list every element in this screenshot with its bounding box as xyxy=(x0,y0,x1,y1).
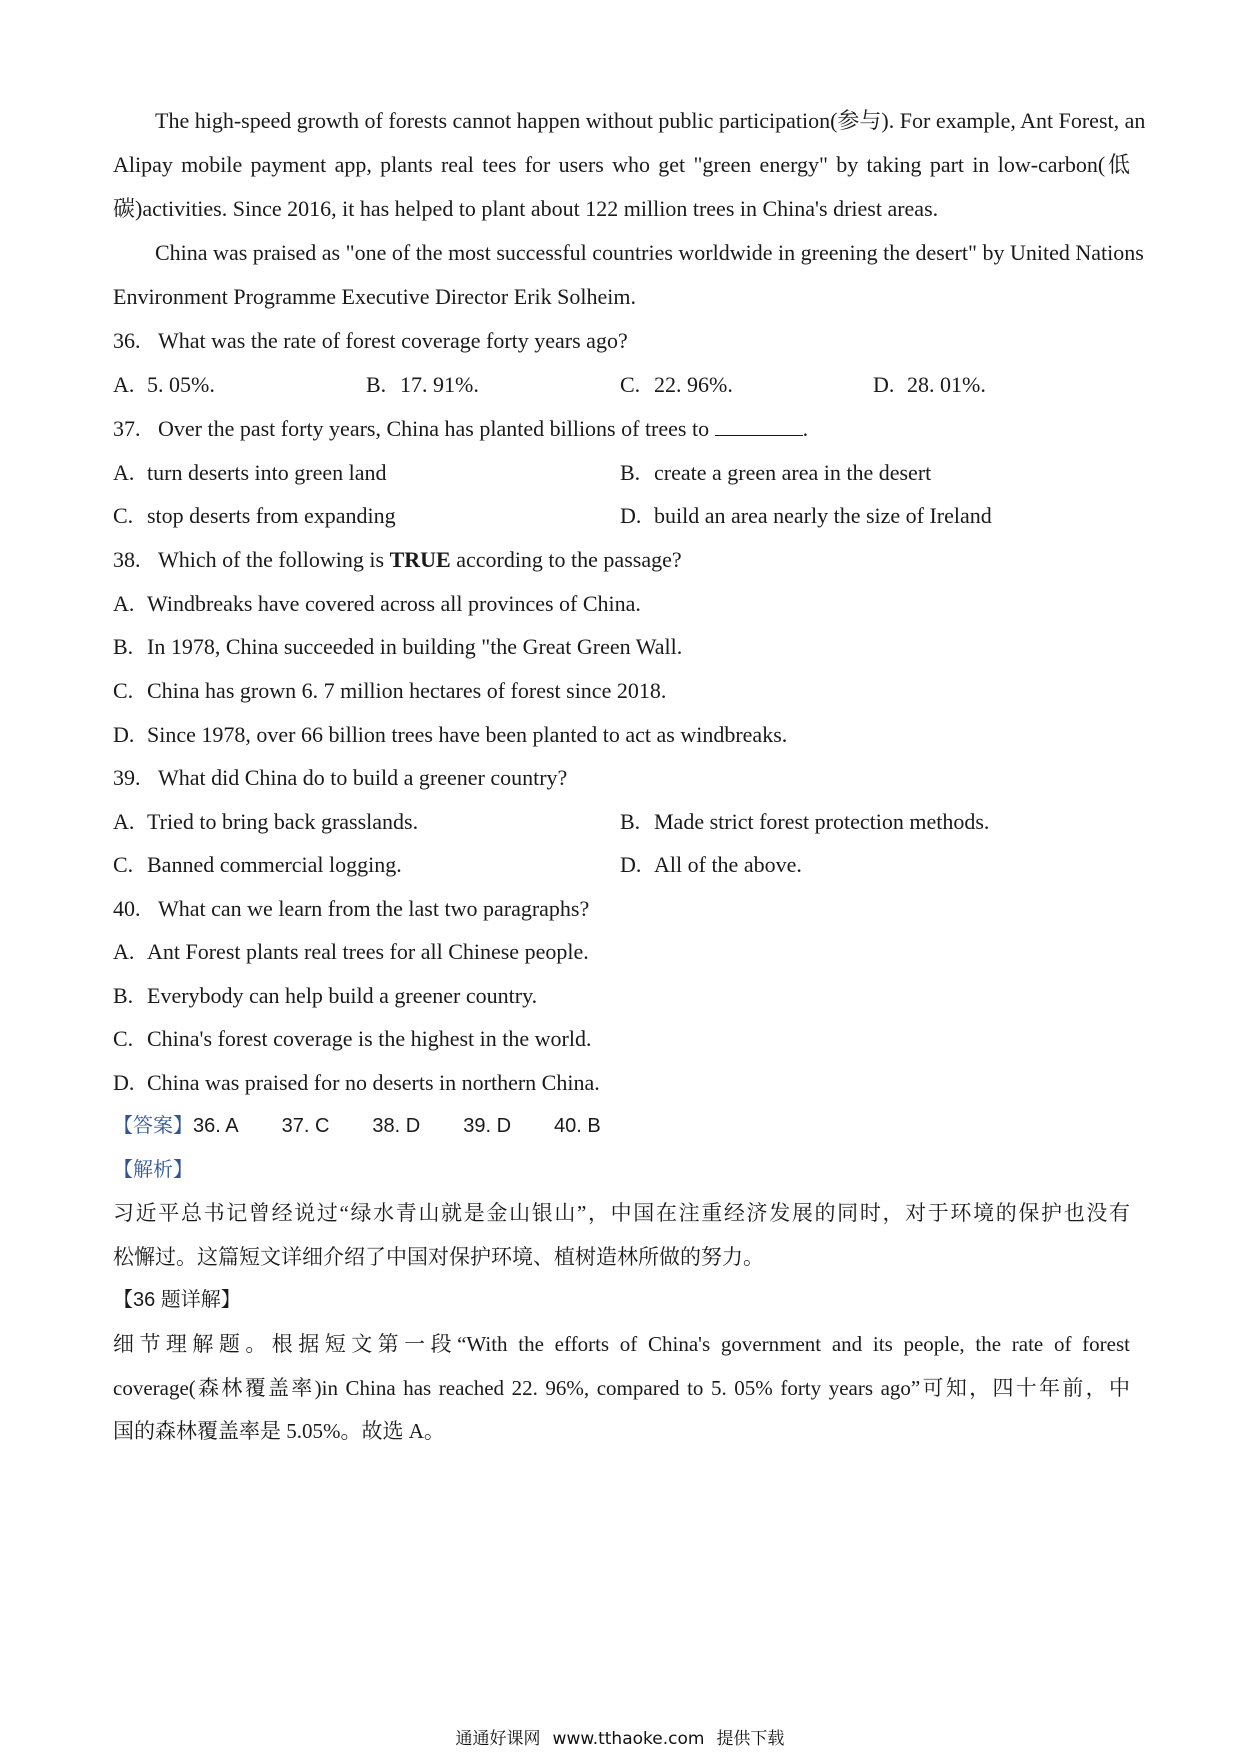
question-38: 38. Which of the following is TRUE according to the passage? xyxy=(113,545,1130,575)
answer-key xyxy=(113,1111,1130,1141)
passage-p2-line1: China was praised as "one of the most successful countries worldwide in greening the desert" by United Nations xyxy=(155,240,1144,265)
question-38-option-b: B. In 1978, China succeeded in building "the Great Green Wall. xyxy=(113,634,683,659)
question-38-option-c: C. China has grown 6. 7 million hectares of forest since 2018. xyxy=(113,678,667,703)
answer-label: 【答案】 xyxy=(113,1115,193,1137)
option-b: B. create a green area in the desert xyxy=(620,460,932,485)
option-c: C. stop deserts from expanding xyxy=(113,503,396,528)
option-b: B. Made strict forest protection methods. xyxy=(620,809,990,834)
question-40-option-d: D. China was praised for no deserts in northern China. xyxy=(113,1070,600,1095)
passage-p2-line2: Environment Programme Executive Director Erik Solheim. xyxy=(113,284,636,309)
option-b: B. 17. 91%. xyxy=(366,372,479,397)
option-c: C. 22. 96%. xyxy=(620,372,733,397)
question-number: 39. xyxy=(113,765,141,790)
question-text: Over the past forty years, China has planted billions of trees to xyxy=(158,416,710,441)
analysis-line2: 松懈过。这篇短文详细介绍了中国对保护环境、植树造林所做的努力。 xyxy=(113,1245,764,1269)
footer-note: 提供下载 xyxy=(716,1729,785,1749)
detail-36-line3: 国的森林覆盖率是 5.05%。故选 A。 xyxy=(113,1419,445,1443)
question-40-option-c: C. China's forest coverage is the highest in the world. xyxy=(113,1026,592,1051)
question-number: 36. xyxy=(113,328,141,353)
option-c: C. Banned commercial logging. xyxy=(113,852,402,877)
footer-url[interactable]: www.tthaoke.com xyxy=(552,1729,705,1749)
answer-item: 36. A xyxy=(193,1115,239,1137)
detail-36-line2: coverage(森林覆盖率)in China has reached 22. 96%, compared to 5. 05% forty years ago”可知，四十年前，中 xyxy=(113,1376,1130,1400)
question-number: 37. xyxy=(113,416,141,441)
answer-item: 37. C xyxy=(281,1115,330,1137)
question-number: 40. xyxy=(113,896,141,921)
option-d: D. 28. 01%. xyxy=(873,372,986,397)
detail-36-line1: 细节理解题。根据短文第一段“With the efforts of China's government and its people, the rate of forest xyxy=(113,1332,1130,1356)
answer-item: 39. D xyxy=(463,1115,512,1137)
question-text: What can we learn from the last two paragraphs? xyxy=(158,896,590,921)
answer-item: 40. B xyxy=(554,1115,601,1137)
answer-blank xyxy=(715,415,803,436)
question-38-option-d: D. Since 1978, over 66 billion trees have been planted to act as windbreaks. xyxy=(113,722,788,747)
emphasis-true: TRUE xyxy=(389,547,451,572)
answer-item: 38. D xyxy=(372,1115,421,1137)
option-a: A. turn deserts into green land xyxy=(113,460,387,485)
question-number: 38. xyxy=(113,547,141,572)
detail-36-label: 【36 题详解】 xyxy=(113,1289,241,1311)
analysis-label: 【解析】 xyxy=(113,1159,193,1181)
question-39 xyxy=(113,763,1130,793)
question-40 xyxy=(113,894,1130,924)
question-40-option-a: A. Ant Forest plants real trees for all Chinese people. xyxy=(113,939,589,964)
question-37: 37. Over the past forty years, China has planted billions of trees to . xyxy=(113,414,1130,444)
passage-p1-line1: The high-speed growth of forests cannot happen without public participation(参与). For example, Ant Forest, an xyxy=(155,108,1146,133)
analysis-line1: 习近平总书记曾经说过“绿水青山就是金山银山”，中国在注重经济发展的同时，对于环境的保护也没有 xyxy=(113,1201,1130,1225)
question-text: What did China do to build a greener country? xyxy=(158,765,568,790)
question-38-option-a: A. Windbreaks have covered across all provinces of China. xyxy=(113,591,641,616)
footer-site-name: 通通好课网 xyxy=(455,1729,541,1749)
passage-p1-line2: Alipay mobile payment app, plants real tees for users who get "green energy" by taking part in low-carbon(低 xyxy=(113,152,1130,177)
option-d: D. build an area nearly the size of Ireland xyxy=(620,503,992,528)
question-text: What was the rate of forest coverage forty years ago? xyxy=(158,328,628,353)
passage-p1-line3: 碳)activities. Since 2016, it has helped to plant about 122 million trees in China's driest areas. xyxy=(113,196,939,221)
option-a: A. Tried to bring back grasslands. xyxy=(113,809,419,834)
option-a: A. 5. 05%. xyxy=(113,372,215,397)
option-d: D. All of the above. xyxy=(620,852,802,877)
question-40-option-b: B. Everybody can help build a greener country. xyxy=(113,983,538,1008)
page-footer xyxy=(0,1728,1240,1750)
question-36 xyxy=(113,326,1130,356)
